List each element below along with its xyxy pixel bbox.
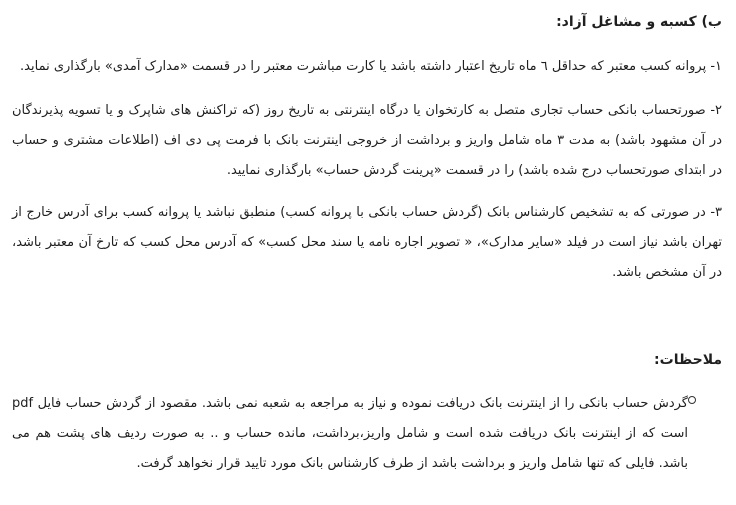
section-heading: ب) کسبه و مشاغل آزاد: [556,14,722,30]
circle-bullet-icon [688,396,696,404]
note-item-1: گردش حساب بانکی را از اینترنت بانک دریافت نموده و نیاز به مراجعه به شعبه نمی باشد. مقصود از گردش حساب فایل pdf است که از اینترنت بانک دریافت شده است و شامل واریز،برداشت، مانده حساب و .. به صورت ردیف های پشت هم می باشد. فایلی که تنها شامل واریز و برداشت باشد از طرف کارشناس بانک مورد تایید قرار نخواهد گرفت. [12,396,688,471]
requirement-item-3: ۳- در صورتی که به تشخیص کارشناس بانک (گردش حساب بانکی با پروانه کسب) منطبق نباشد یا پروانه کسب برای آدرس خارج از تهران باشد نیاز است در فیلد «سایر مدارک»، « تصویر اجاره نامه یا سند محل کسب» که آدرس محل کسب که تارخ آن معتبر باشد، در آن مشخص باشد. [12,205,722,280]
notes-title: ملاحظات: [654,352,722,368]
requirement-item-2: ۲- صورتحساب بانکی حساب تجاری متصل به کارتخوان یا درگاه اینترنتی به تاریخ روز (که تراکنش های شاپرک و یا تسویه پذیرندگان در آن مشهود باشد) به مدت ۳ ماه شامل واریز و برداشت از خروجی اینترنت بانک با فرمت پی دی اف (اطلاعات مشتری و حساب در ابتدای صورتحساب درج شده باشد) را در قسمت «پرینت گردش حساب» بارگذاری نمایید. [12,103,722,178]
requirement-item-1: ۱- پروانه کسب معتبر که حداقل ٦ ماه تاریخ اعتبار داشته باشد یا کارت مباشرت معتبر را در قسمت «مدارک آمدی» بارگذاری نماید. [20,59,722,74]
